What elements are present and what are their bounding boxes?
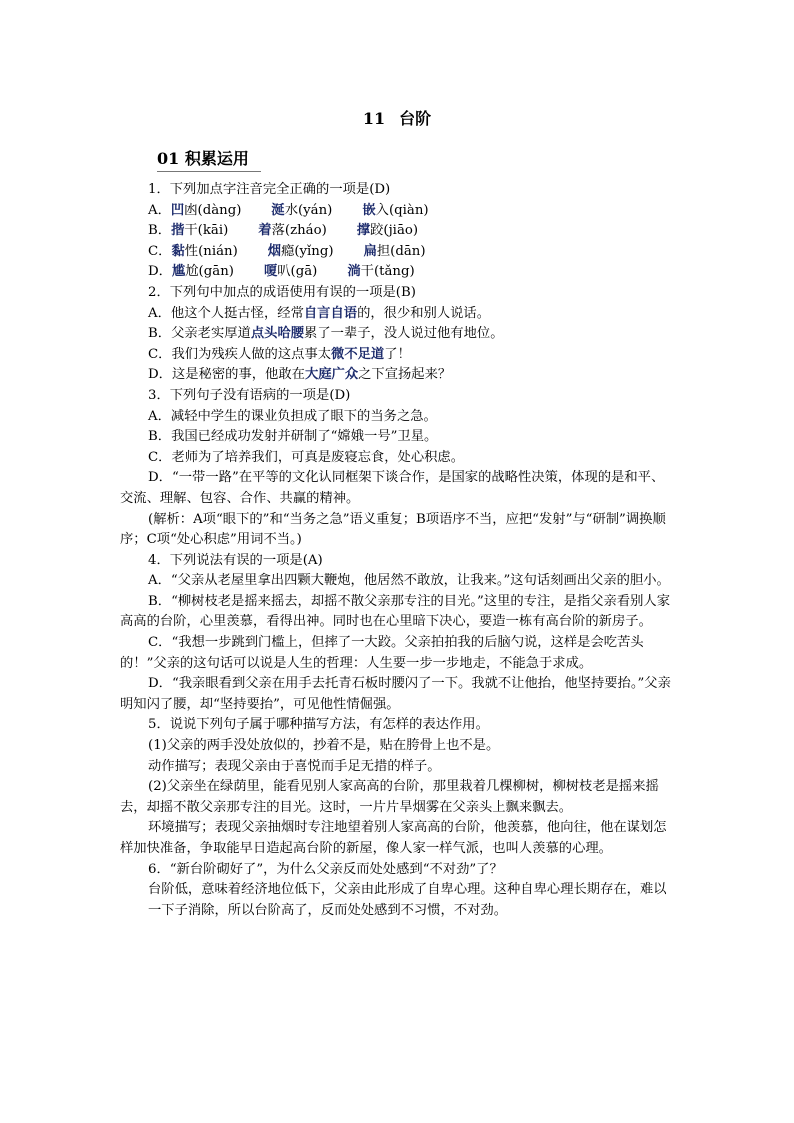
q4-option-a: A．“父亲从老屋里拿出四颗大鞭炮，他居然不敢放，让我来。”这句话刻画出父亲的胆小。 <box>148 573 670 589</box>
q4-option-d: D．“我亲眼看到父亲在用手去托青石板时腰闪了一下。我就不让他抬，他坚持要抬。”父亲明知闪了腰，却“坚持要抬”，可见他性情倔强。 <box>120 676 671 712</box>
q2-option-d: D．这是秘密的事，他敢在大庭广众之下宣扬起来？ <box>148 367 452 383</box>
q6-answer: 台阶低，意味着经济地位低下，父亲由此形成了自卑心理。这种自卑心理长期存在，难以一下子消除，所以台阶高了，反而处处感到不习惯，不对劲。 <box>148 882 667 918</box>
q1-stem: 1．下列加点字注音完全正确的一项是(D) <box>148 182 391 197</box>
q1-option-c: C．黏性(nián) 烟瘾(yǐng) 扁担(dān) <box>148 243 426 259</box>
lesson-name: 台阶 <box>399 109 432 128</box>
q6-stem: 6．“新台阶砌好了”，为什么父亲反而处处感到“不对劲”了？ <box>148 861 503 877</box>
q1-option-a: A．凹凼(dàng) 涎水(yán) 嵌入(qiàn) <box>148 202 429 218</box>
q2-stem: 2．下列句中加点的成语使用有误的一项是(B) <box>148 284 416 300</box>
lesson-number: 11 <box>362 109 386 128</box>
question-list <box>120 180 676 921</box>
q2-option-b: B．父亲老实厚道点头哈腰累了一辈子，没人说过他有地位。 <box>148 326 504 342</box>
section-heading: 01 积累运用 <box>157 146 261 172</box>
q1-option-d: D．尴尬(gān) 嗄叭(gā) 淌干(tǎng) <box>148 264 415 280</box>
q4-stem: 4．下列说法有误的一项是(A) <box>148 552 323 568</box>
q3-option-a: A．减轻中学生的课业负担成了眼下的当务之急。 <box>148 408 437 424</box>
q1-option-b: B．揩干(kāi) 着落(zháo) 撑跤(jiāo) <box>148 223 419 239</box>
q5-answer-1: 动作描写；表现父亲由于喜悦而手足无措的样子。 <box>148 758 441 774</box>
q5-stem: 5．说说下列句子属于哪种描写方法，有怎样的表达作用。 <box>148 717 489 733</box>
lesson-title <box>0 106 794 129</box>
q3-stem: 3．下列句子没有语病的一项是(D) <box>148 387 351 403</box>
q3-option-d: D．“一带一路”在平等的文化认同框架下谈合作，是国家的战略性决策，体现的是和平、交流、理解、包容、合作、共赢的精神。 <box>120 470 665 506</box>
q5-answer-2: 环境描写；表现父亲抽烟时专注地望着别人家高高的台阶，他羡慕，他向往，他在谋划怎样加快准备，争取能早日造起高台阶的新屋，像人家一样气派，也叫人羡慕的心理。 <box>120 820 667 856</box>
q2-option-c: C．我们为残疾人做的这点事太微不足道了！ <box>148 346 411 362</box>
q5-sentence-2: (2)父亲坐在绿荫里，能看见别人家高高的台阶，那里栽着几棵柳树，柳树枝老是摇来摇去，却摇不散父亲那专注的目光。这时，一片片旱烟雾在父亲头上飘来飘去。 <box>120 779 659 815</box>
q2-option-a: A．他这个人挺古怪，经常自言自语的，很少和别人说话。 <box>148 305 491 321</box>
q4-option-b: B．“柳树枝老是摇来摇去，却摇不散父亲那专注的目光。”这里的专注，是指父亲看别人家高高的台阶，心里羡慕，看得出神。同时也在心里暗下决心，要造一栋有高台阶的新房子。 <box>120 593 670 630</box>
q3-analysis: (解析：A项“眼下的”和“当务之急”语义重复；B项语序不当，应把“发射”与“研制”调换顺序；C项“处心积虑”用词不当。) <box>120 511 666 548</box>
q3-option-b: B．我国已经成功发射并研制了“嫦娥一号”卫星。 <box>148 429 438 445</box>
q4-option-c: C．“我想一步跳到门槛上，但摔了一大跤。父亲拍拍我的后脑勺说，这样是会吃苦头的！”父亲的这句话可以说是人生的哲理：人生要一步一步地走，不能急于求成。 <box>120 635 644 671</box>
q5-sentence-1: (1)父亲的两手没处放似的，抄着不是，贴在胯骨上也不是。 <box>148 738 500 754</box>
q3-option-c: C．老师为了培养我们，可真是废寝忘食，处心积虑。 <box>148 449 465 465</box>
